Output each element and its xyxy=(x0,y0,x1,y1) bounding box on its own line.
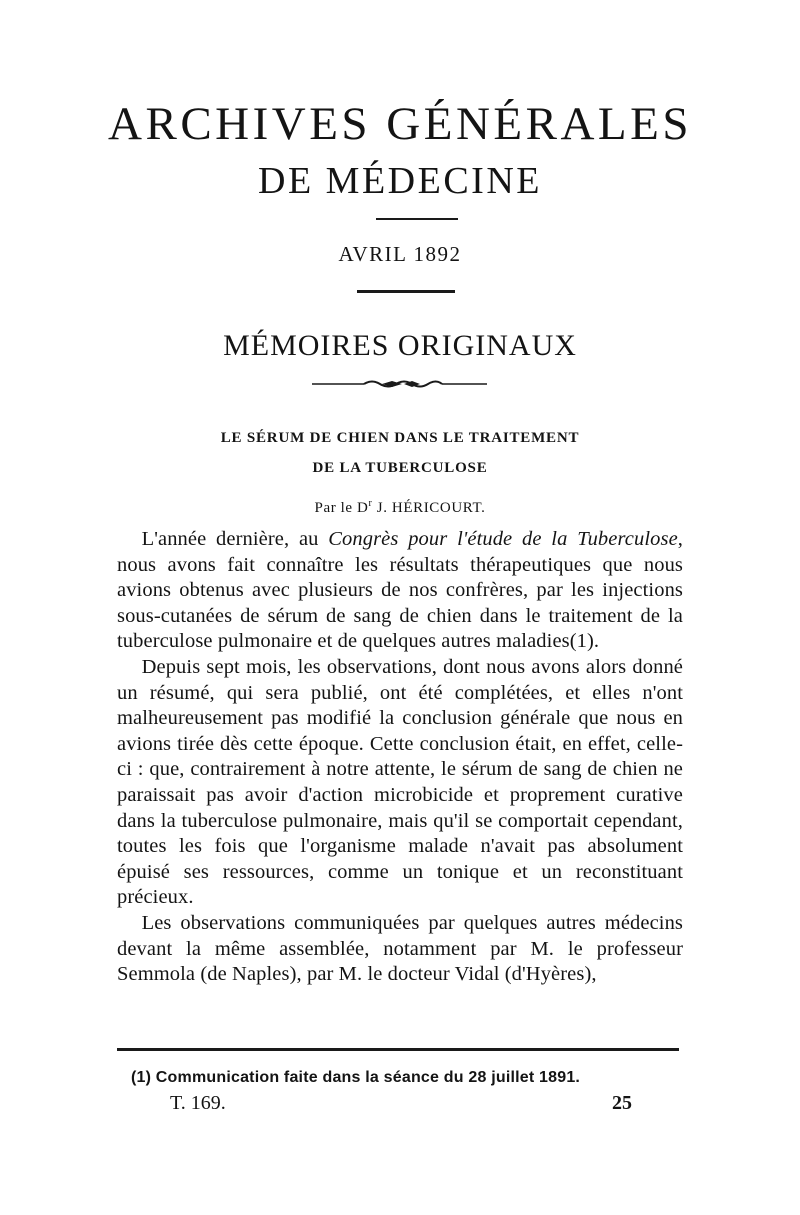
article-byline xyxy=(0,494,800,518)
issue-date: AVRIL 1892 xyxy=(338,242,462,266)
ornamental-rule xyxy=(312,376,487,392)
journal-title-line-1: ARCHIVES GÉNÉRALES xyxy=(108,98,692,150)
byline-author: J. HÉRICOURT. xyxy=(372,500,486,516)
journal-title-line-2: DE MÉDECINE xyxy=(258,160,542,202)
masthead-divider xyxy=(376,218,458,220)
footnote: (1) Communication faite dans la séance du 28 juillet 1891. xyxy=(131,1069,581,1086)
congress-name: Congrès pour l'étude de la Tuberculose xyxy=(328,528,678,550)
article-body xyxy=(117,527,683,988)
byline-prefix: Par le D xyxy=(314,500,369,516)
sheet-signature: T. 169. xyxy=(170,1092,226,1114)
paragraph-3: Les observations communiquées par quelques autres médecins devant la même assemblée, notamment par M. le professeur Semmola (de Naples), par M. le docteur Vidal (d'Hyères), xyxy=(117,911,683,986)
byline-sup: r xyxy=(368,498,373,509)
footnote-divider xyxy=(117,1048,679,1051)
paragraph-1 xyxy=(117,527,683,655)
paragraph-1-rest: , nous avons fait connaître les résultats thérapeutiques que nous avions obtenus avec plusieurs de nos confrères, par les injections sous-cutanées de sérum de sang de chien dans le traitement de la tuberculose pulmonaire et de quelques autres maladies(1). xyxy=(117,528,683,653)
section-title: MÉMOIRES ORIGINAUX xyxy=(223,329,577,362)
article-title-line-1: LE SÉRUM DE CHIEN DANS LE TRAITEMENT xyxy=(220,430,580,446)
paragraph-2: Depuis sept mois, les observations, dont nous avons alors donné un résumé, qui sera publié, ont été complétées, et elles n'ont malheureusement pas modifié la conclusion générale que nous en avions tirée dès cette époque. Cette conclusion était, en effet, celle-ci : que, contrairement à notre attente, le sérum de sang de chien ne paraissait pas avoir d'action microbicide et proprement curative dans la tuberculose pulmonaire, mais qu'il se comportait cependant, toutes les fois que l'organisme malade n'avait pas absolument épuisé ses ressources, comme un tonique et un reconstituant précieux. xyxy=(117,655,683,909)
date-divider xyxy=(357,290,455,293)
article-title-line-2: DE LA TUBERCULOSE xyxy=(312,460,488,476)
paragraph-1-start: L'année dernière, au xyxy=(141,528,329,550)
page-number: 25 xyxy=(612,1092,632,1114)
